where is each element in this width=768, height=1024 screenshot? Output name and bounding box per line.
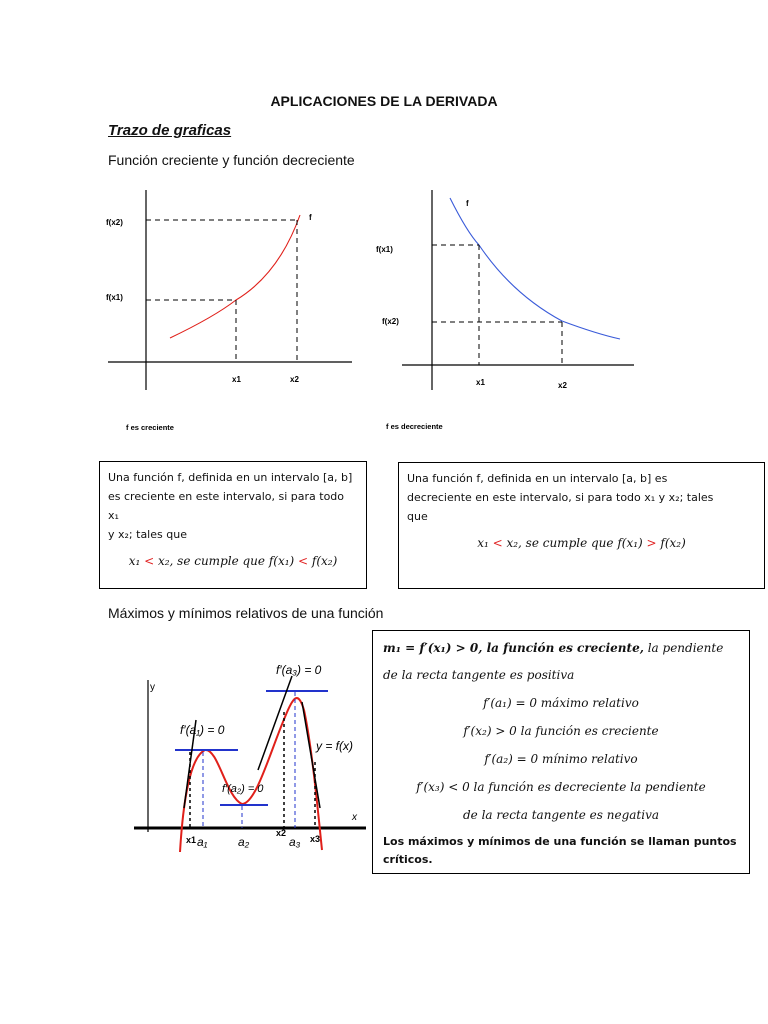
definition-box-decreciente — [398, 462, 765, 589]
label-f: f — [466, 199, 469, 208]
def-line-1: Una función f, definida en un intervalo [a, b] es — [407, 472, 668, 485]
label-x1: x1 — [186, 835, 197, 845]
def-formula — [108, 552, 358, 571]
graph-increasing — [104, 182, 354, 440]
label-fa1: f′(a₁) = 0 — [180, 723, 225, 737]
label-f: f — [309, 213, 312, 222]
label-x1: x1 — [232, 375, 241, 384]
formula-mid: x₂, se cumple que f(x₁) — [157, 554, 295, 568]
line-m1-rest: la pendiente — [643, 641, 724, 655]
def-line-3: y x₂; tales que — [108, 528, 187, 541]
line-criticos-2: críticos. — [383, 853, 433, 866]
formula-cmp: > — [642, 536, 661, 550]
label-fx1: f(x1) — [106, 293, 123, 302]
formula-x1: x₁ — [128, 554, 141, 568]
label-fa3: f′(a₃) = 0 — [276, 663, 322, 677]
label-x3: x3 — [310, 834, 321, 844]
formula-cmp: < — [294, 554, 312, 568]
decreasing-curve — [450, 198, 620, 339]
label-a3: a₃ — [289, 835, 301, 849]
box-maximos-minimos — [372, 630, 750, 874]
line-minimo: f′(a₂) = 0 mínimo relativo — [484, 752, 638, 766]
page-title: APLICACIONES DE LA DERIVADA — [270, 93, 498, 109]
label-x2: x2 — [276, 828, 287, 838]
label-x2: x2 — [290, 375, 299, 384]
label-y: y — [150, 682, 155, 693]
line-decreciente: f′(x₃) < 0 la función es decreciente la pendiente — [416, 780, 706, 794]
line-m1 — [383, 635, 739, 661]
label-x1: x1 — [476, 378, 485, 387]
label-fx: y = f(x) — [316, 739, 354, 753]
formula-lt: < — [140, 554, 158, 568]
line-m1-bold: m₁ = f′(x₁) > 0, la función es creciente, — [383, 641, 644, 655]
label-x2: x2 — [558, 381, 567, 390]
label-fa2: f′(a₂) = 0 — [222, 783, 264, 795]
def-line-2: es creciente en este intervalo, si para todo x₁ — [108, 490, 345, 522]
subtitle-creciente-decreciente: Función creciente y función decreciente — [108, 152, 355, 168]
label-x: x — [352, 812, 357, 823]
formula-fx2: f(x₂) — [660, 536, 686, 550]
label-fx2: f(x2) — [382, 317, 399, 326]
label-a1: a₁ — [197, 835, 208, 849]
formula-fx2: f(x₂) — [311, 554, 338, 568]
def-line-1: Una función f, definida en un intervalo [a, b] — [108, 471, 353, 484]
label-a2: a₂ — [238, 835, 250, 849]
def-formula — [407, 534, 756, 553]
formula-lt: < — [488, 536, 507, 550]
line-pendiente: de la recta tangente es positiva — [383, 668, 575, 682]
label-fx1: f(x1) — [376, 245, 393, 254]
graph-maximos-minimos — [130, 652, 370, 852]
increasing-curve — [170, 215, 300, 338]
line-criticos-1: Los máximos y mínimos de una función se llaman puntos — [383, 835, 737, 848]
subtitle-maximos-minimos: Máximos y mínimos relativos de una función — [108, 605, 384, 621]
line-maximo: f′(a₁) = 0 máximo relativo — [483, 696, 639, 710]
line-creciente: f′(x₂) > 0 la función es creciente — [463, 724, 659, 738]
def-line-3: que — [407, 510, 428, 523]
section-heading: Trazo de graficas — [108, 122, 232, 139]
caption-creciente: f es creciente — [126, 423, 174, 432]
graph-decreasing — [372, 182, 642, 440]
definition-box-creciente — [99, 461, 367, 589]
formula-mid: x₂, se cumple que f(x₁) — [506, 536, 643, 550]
line-negativa: de la recta tangente es negativa — [462, 808, 660, 822]
tangent-x3 — [302, 702, 320, 808]
formula-x1: x₁ — [477, 536, 489, 550]
caption-decreciente: f es decreciente — [386, 422, 443, 431]
def-line-2: decreciente en este intervalo, si para todo x₁ y x₂; tales — [407, 491, 714, 504]
label-fx2: f(x2) — [106, 218, 123, 227]
